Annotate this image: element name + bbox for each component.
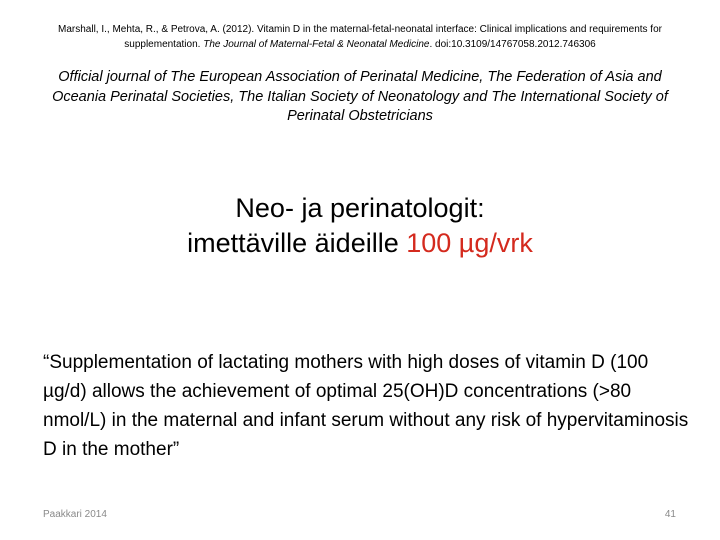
headline-line-1: Neo- ja perinatologit:: [235, 193, 485, 223]
citation: [30, 22, 690, 52]
citation-text: Marshall, I., Mehta, R., & Petrova, A. (2012). Vitamin D in the maternal-fetal-neonatal interface: Clinical implications and requirements for supplementation.: [58, 24, 662, 50]
footer-author: Paakkari 2014: [43, 509, 107, 520]
citation-journal: The Journal of Maternal-Fetal & Neonatal Medicine: [203, 39, 430, 50]
headline: [40, 191, 680, 261]
page-number: 41: [664, 509, 676, 520]
quote: “Supplementation of lactating mothers with high doses of vitamin D (100 µg/d) allows the achievement of optimal 25(OH)D concentrations (>80 nmol/L) in the maternal and infant serum without any risk of hypervitaminosis D in the mother”: [43, 352, 689, 460]
headline-line-2: [40, 226, 680, 261]
headline-dose-highlight: 100 µg/vrk: [406, 228, 533, 258]
journal-description: Official journal of The European Association of Perinatal Medicine, The Federation of Asia and Oceania Perinatal Societies, The Italian Society of Neonatology and The International Society of Perinatal Obstetricians: [52, 69, 668, 124]
headline-prefix: imettäville äideille: [187, 228, 407, 258]
citation-doi: . doi:10.3109/14767058.2012.746306: [429, 39, 596, 50]
